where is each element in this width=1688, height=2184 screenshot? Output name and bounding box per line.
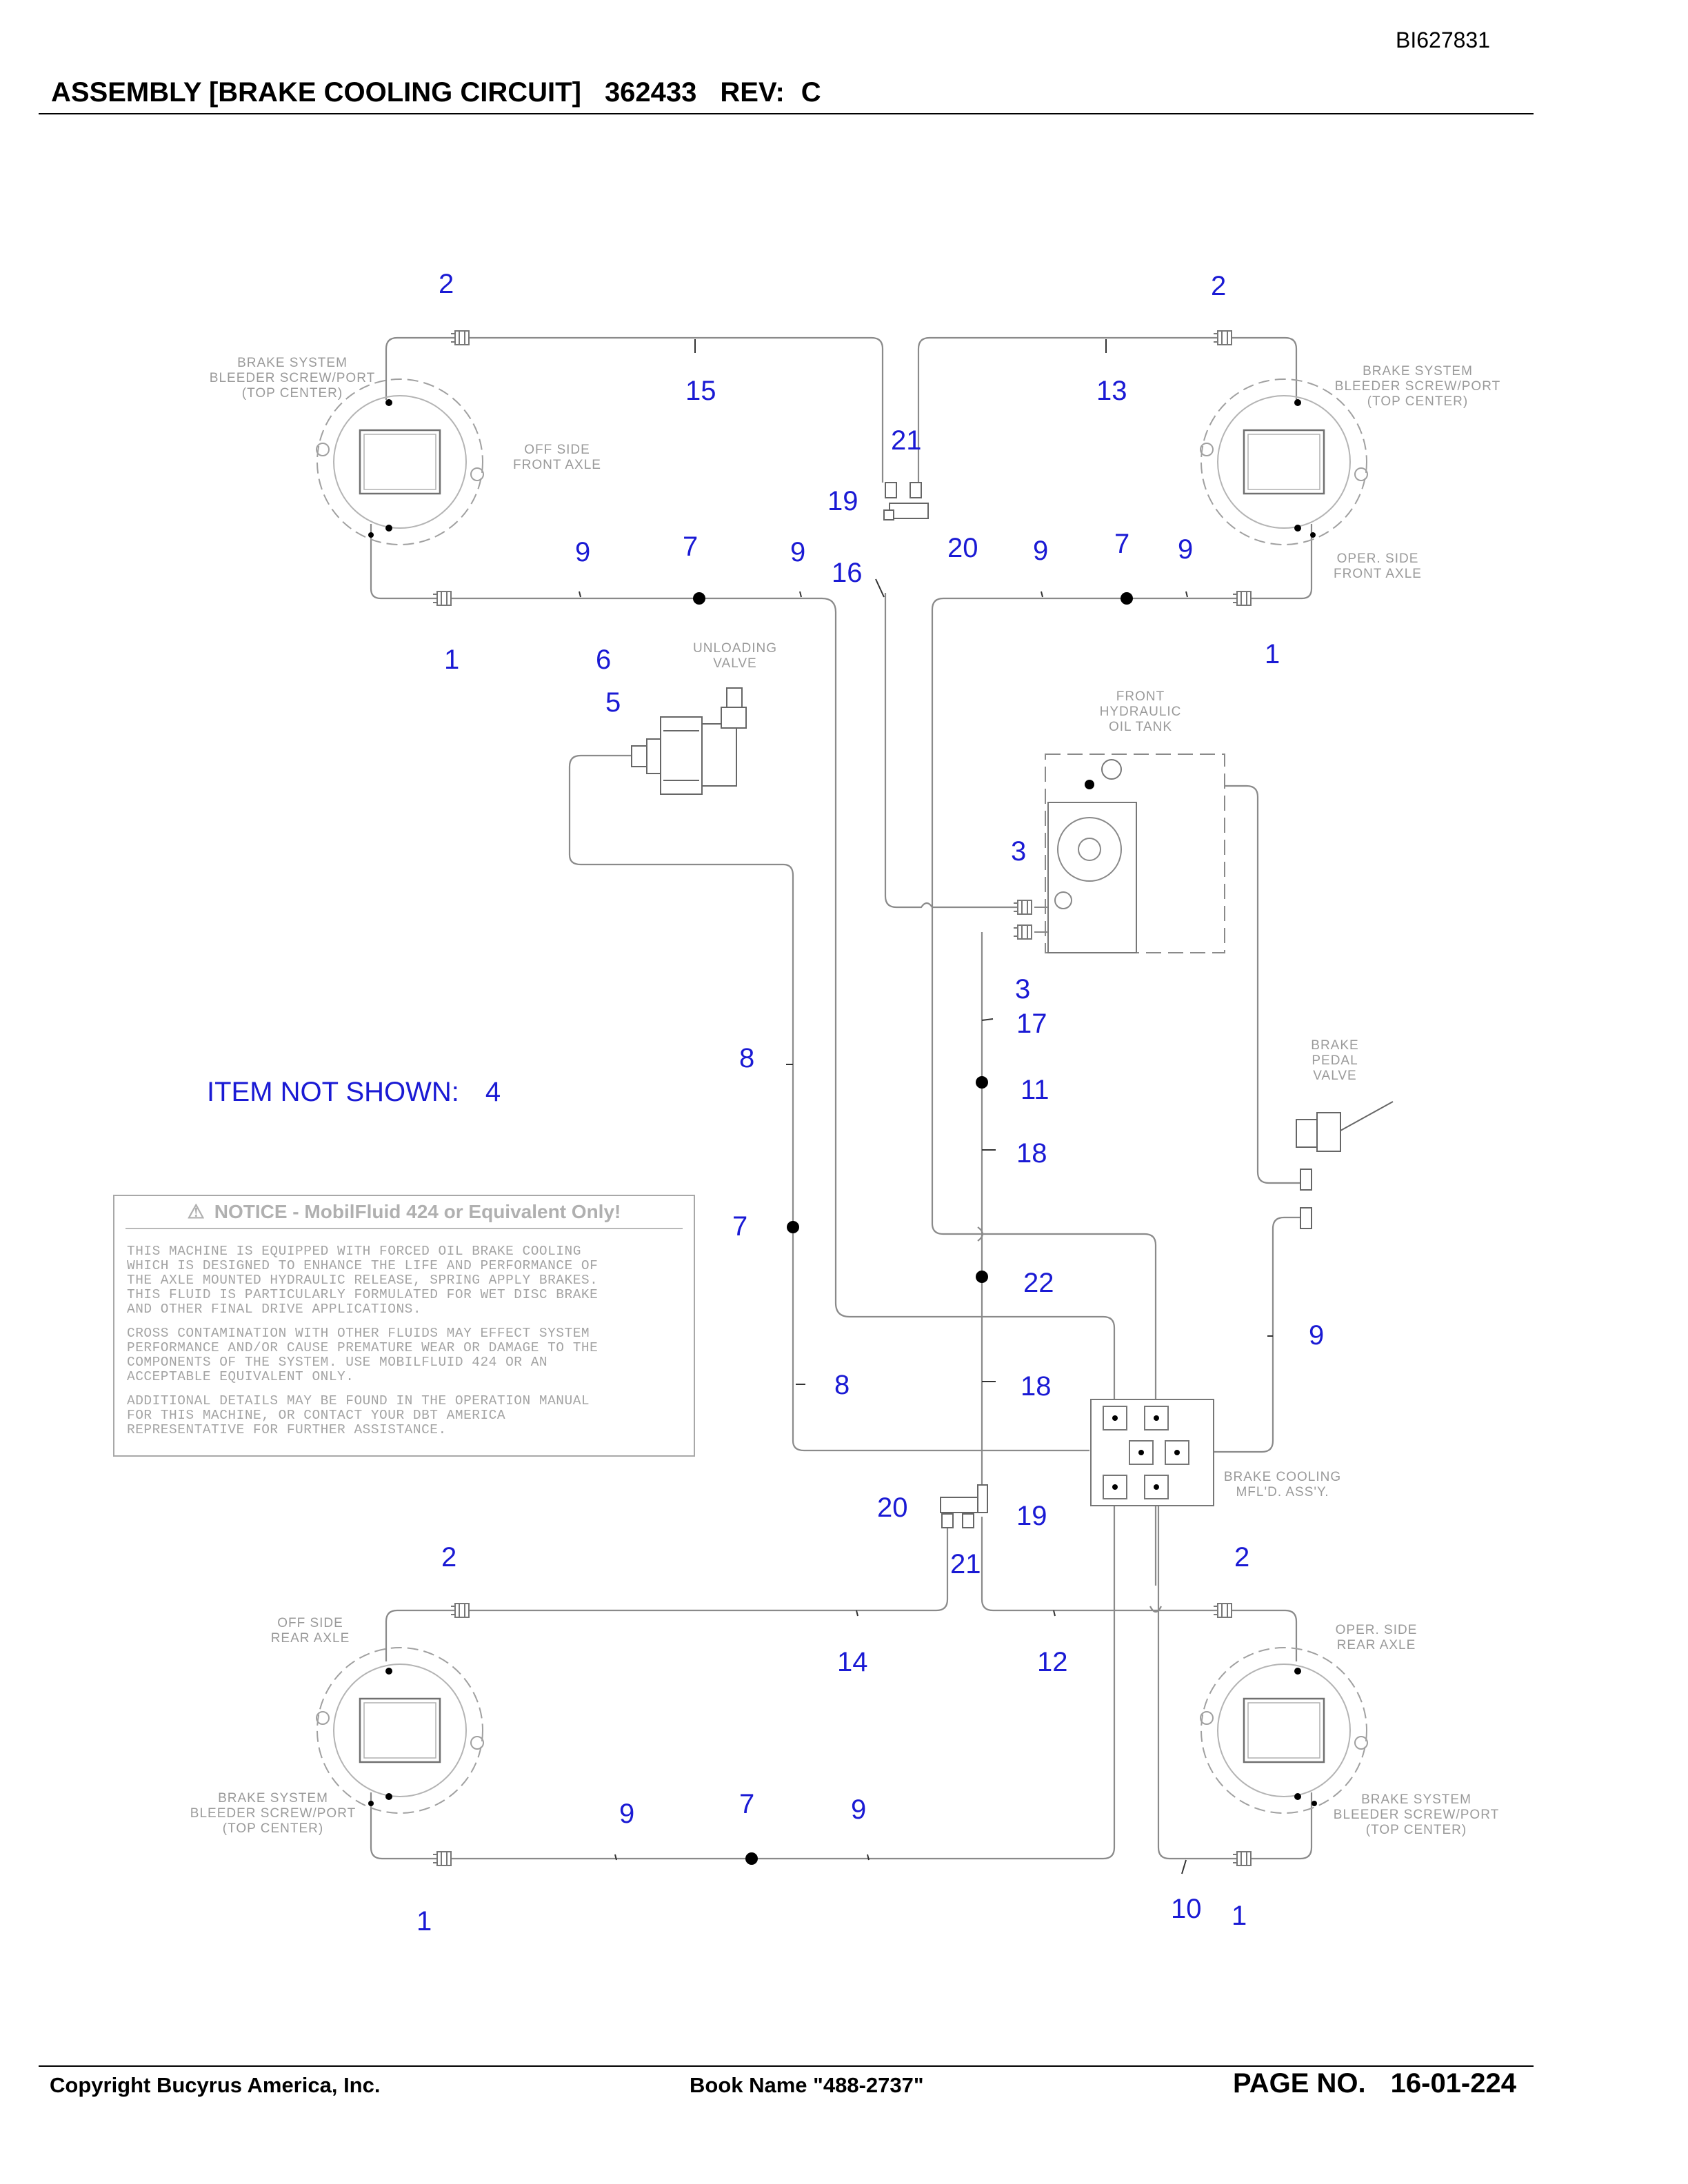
callout-21: 21 [950,1549,981,1579]
callout-9: 9 [575,537,591,567]
callout-17: 17 [1016,1009,1047,1039]
notice-title: NOTICE - MobilFluid 424 or Equivalent Only! [214,1201,621,1222]
label-bleeder-rl-2: BLEEDER SCREW/PORT [190,1806,356,1821]
item-not-shown-value: 4 [485,1077,501,1107]
label-bleeder-rr-2: BLEEDER SCREW/PORT [1333,1808,1500,1822]
label-tank-1: FRONT [1116,689,1165,704]
callout-21: 21 [891,425,922,456]
callout-2: 2 [1234,1542,1250,1573]
callout-16: 16 [832,558,863,588]
label-tank-2: HYDRAULIC [1099,705,1182,719]
callout-1: 1 [444,645,460,675]
callout-7: 7 [683,532,699,562]
assembly-title: ASSEMBLY [BRAKE COOLING CIRCUIT] [51,77,581,108]
label-bleeder-fl-1: BRAKE SYSTEM [237,356,348,370]
footer-rule [39,2065,1534,2067]
callout-9: 9 [1033,536,1049,566]
label-bleeder-fl-3: (TOP CENTER) [241,386,343,401]
label-bleeder-rr-1: BRAKE SYSTEM [1361,1792,1471,1807]
callout-7: 7 [732,1211,748,1242]
brake-off-side-rear [316,1648,483,1813]
callout-7: 7 [1114,529,1130,559]
brake-oper-side-front [1200,379,1367,545]
callout-18: 18 [1016,1138,1047,1169]
callout-20: 20 [877,1493,908,1523]
footer-copyright: Copyright Bucyrus America, Inc. [50,2073,381,2097]
brake-pedal-valve [1296,1102,1393,1228]
notice-body [114,1229,694,1437]
brake-oper-side-rear [1200,1648,1367,1813]
callout-2: 2 [441,1542,457,1573]
item-not-shown-label: ITEM NOT SHOWN: [207,1077,459,1107]
callout-5: 5 [605,687,621,718]
label-bleeder-fr-3: (TOP CENTER) [1367,394,1469,409]
label-unloading-1: UNLOADING [693,641,777,656]
label-bleeder-rr-3: (TOP CENTER) [1365,1823,1467,1837]
callout-9: 9 [1178,534,1194,565]
rev-value: C [801,77,821,108]
brake-ports [368,399,1317,1806]
notice-header [125,1196,683,1229]
label-off-front-2: FRONT AXLE [513,458,601,472]
callout-9: 9 [790,537,806,567]
callout-18: 18 [1021,1371,1052,1402]
callout-9: 9 [851,1794,867,1825]
footer-page-number [1233,2068,1516,2099]
label-oper-front-1: OPER. SIDE [1336,552,1419,566]
callout-1: 1 [1232,1901,1247,1931]
label-pedal-3: VALVE [1313,1069,1357,1083]
callout-1: 1 [416,1906,432,1937]
callout-8: 8 [739,1043,755,1073]
callout-14: 14 [837,1647,868,1677]
callout-9: 9 [619,1799,635,1829]
label-bleeder-fl-2: BLEEDER SCREW/PORT [209,371,376,385]
label-oper-rear-1: OPER. SIDE [1335,1623,1418,1637]
fitting-3-lower [1014,925,1032,939]
callout-10: 10 [1171,1894,1202,1924]
item-not-shown [207,1077,501,1108]
document-id: BI627831 [1396,28,1491,52]
tee-upper [884,483,928,520]
notice-box [113,1195,695,1457]
brake-cooling-manifold [1091,1399,1214,1506]
callout-3: 3 [1015,974,1031,1004]
label-bleeder-fr-1: BRAKE SYSTEM [1363,364,1473,378]
page-value: 16-01-224 [1390,2068,1516,2099]
callout-19: 19 [1016,1501,1047,1531]
part-number: 362433 [604,77,697,108]
brake-off-side-front [316,379,483,545]
tee-lower [941,1485,987,1528]
callout-1: 1 [1265,639,1280,669]
notice-paragraph: THIS MACHINE IS EQUIPPED WITH FORCED OIL BRAKE COOLING WHICH IS DESIGNED TO ENHANCE THE LIFE AND PERFORMANCE OF THE AXLE MOUNTED HYDRAULIC RELEASE, SPRING APPLY BRAKES. THIS FLUID IS PARTICULARLY FORMULATED FOR WET DISC BRAKE AND OTHER FINAL DRIVE APPLICATIONS. [127,1244,599,1317]
callouts [416,269,1324,1937]
notice-paragraph: ADDITIONAL DETAILS MAY BE FOUND IN THE OPERATION MANUAL FOR THIS MACHINE, OR CONTACT YOUR DBT AMERICA REPRESENTATIVE FOR FURTHER ASSISTANCE. [127,1393,590,1437]
label-manifold-2: MFL'D. ASS'Y. [1236,1485,1329,1499]
label-pedal-1: BRAKE [1311,1038,1359,1053]
label-oper-front-2: FRONT AXLE [1334,567,1422,581]
callout-15: 15 [685,376,716,406]
callout-8: 8 [834,1370,850,1400]
label-manifold-1: BRAKE COOLING [1223,1470,1342,1484]
callout-19: 19 [827,486,858,516]
hydraulic-oil-tank [1034,754,1225,953]
label-bleeder-rl-1: BRAKE SYSTEM [218,1791,328,1806]
rev-label: REV: [720,77,785,108]
label-off-rear-1: OFF SIDE [277,1616,343,1630]
callout-20: 20 [947,533,978,563]
leaders [579,339,1273,1874]
label-unloading-2: VALVE [713,656,757,671]
callout-2: 2 [439,269,454,299]
footer-book-name: Book Name "488-2737" [690,2073,924,2097]
callout-7: 7 [739,1789,755,1819]
warning-triangle-icon: ⚠ [187,1201,205,1222]
callout-9: 9 [1309,1320,1325,1351]
label-off-front-1: OFF SIDE [524,443,590,457]
label-bleeder-rl-3: (TOP CENTER) [222,1821,324,1836]
callout-13: 13 [1096,376,1127,406]
label-pedal-2: PEDAL [1312,1053,1358,1068]
callout-11: 11 [1021,1075,1049,1105]
callout-22: 22 [1023,1268,1054,1298]
callout-12: 12 [1037,1647,1068,1677]
callout-2: 2 [1211,271,1227,301]
label-off-rear-2: REAR AXLE [270,1631,350,1646]
callout-6: 6 [596,645,612,675]
label-bleeder-fr-2: BLEEDER SCREW/PORT [1334,379,1501,394]
unloading-valve [632,688,746,794]
page-label: PAGE NO. [1233,2068,1366,2099]
label-oper-rear-2: REAR AXLE [1336,1638,1416,1652]
callout-3: 3 [1011,836,1027,867]
notice-paragraph: CROSS CONTAMINATION WITH OTHER FLUIDS MAY EFFECT SYSTEM PERFORMANCE AND/OR CAUSE PREMATURE WEAR OR DAMAGE TO THE COMPONENTS OF THE SYSTEM. USE MOBILFLUID 424 OR AN ACCEPTABLE EQUIVALENT ONLY. [127,1326,599,1384]
label-tank-3: OIL TANK [1108,720,1173,734]
